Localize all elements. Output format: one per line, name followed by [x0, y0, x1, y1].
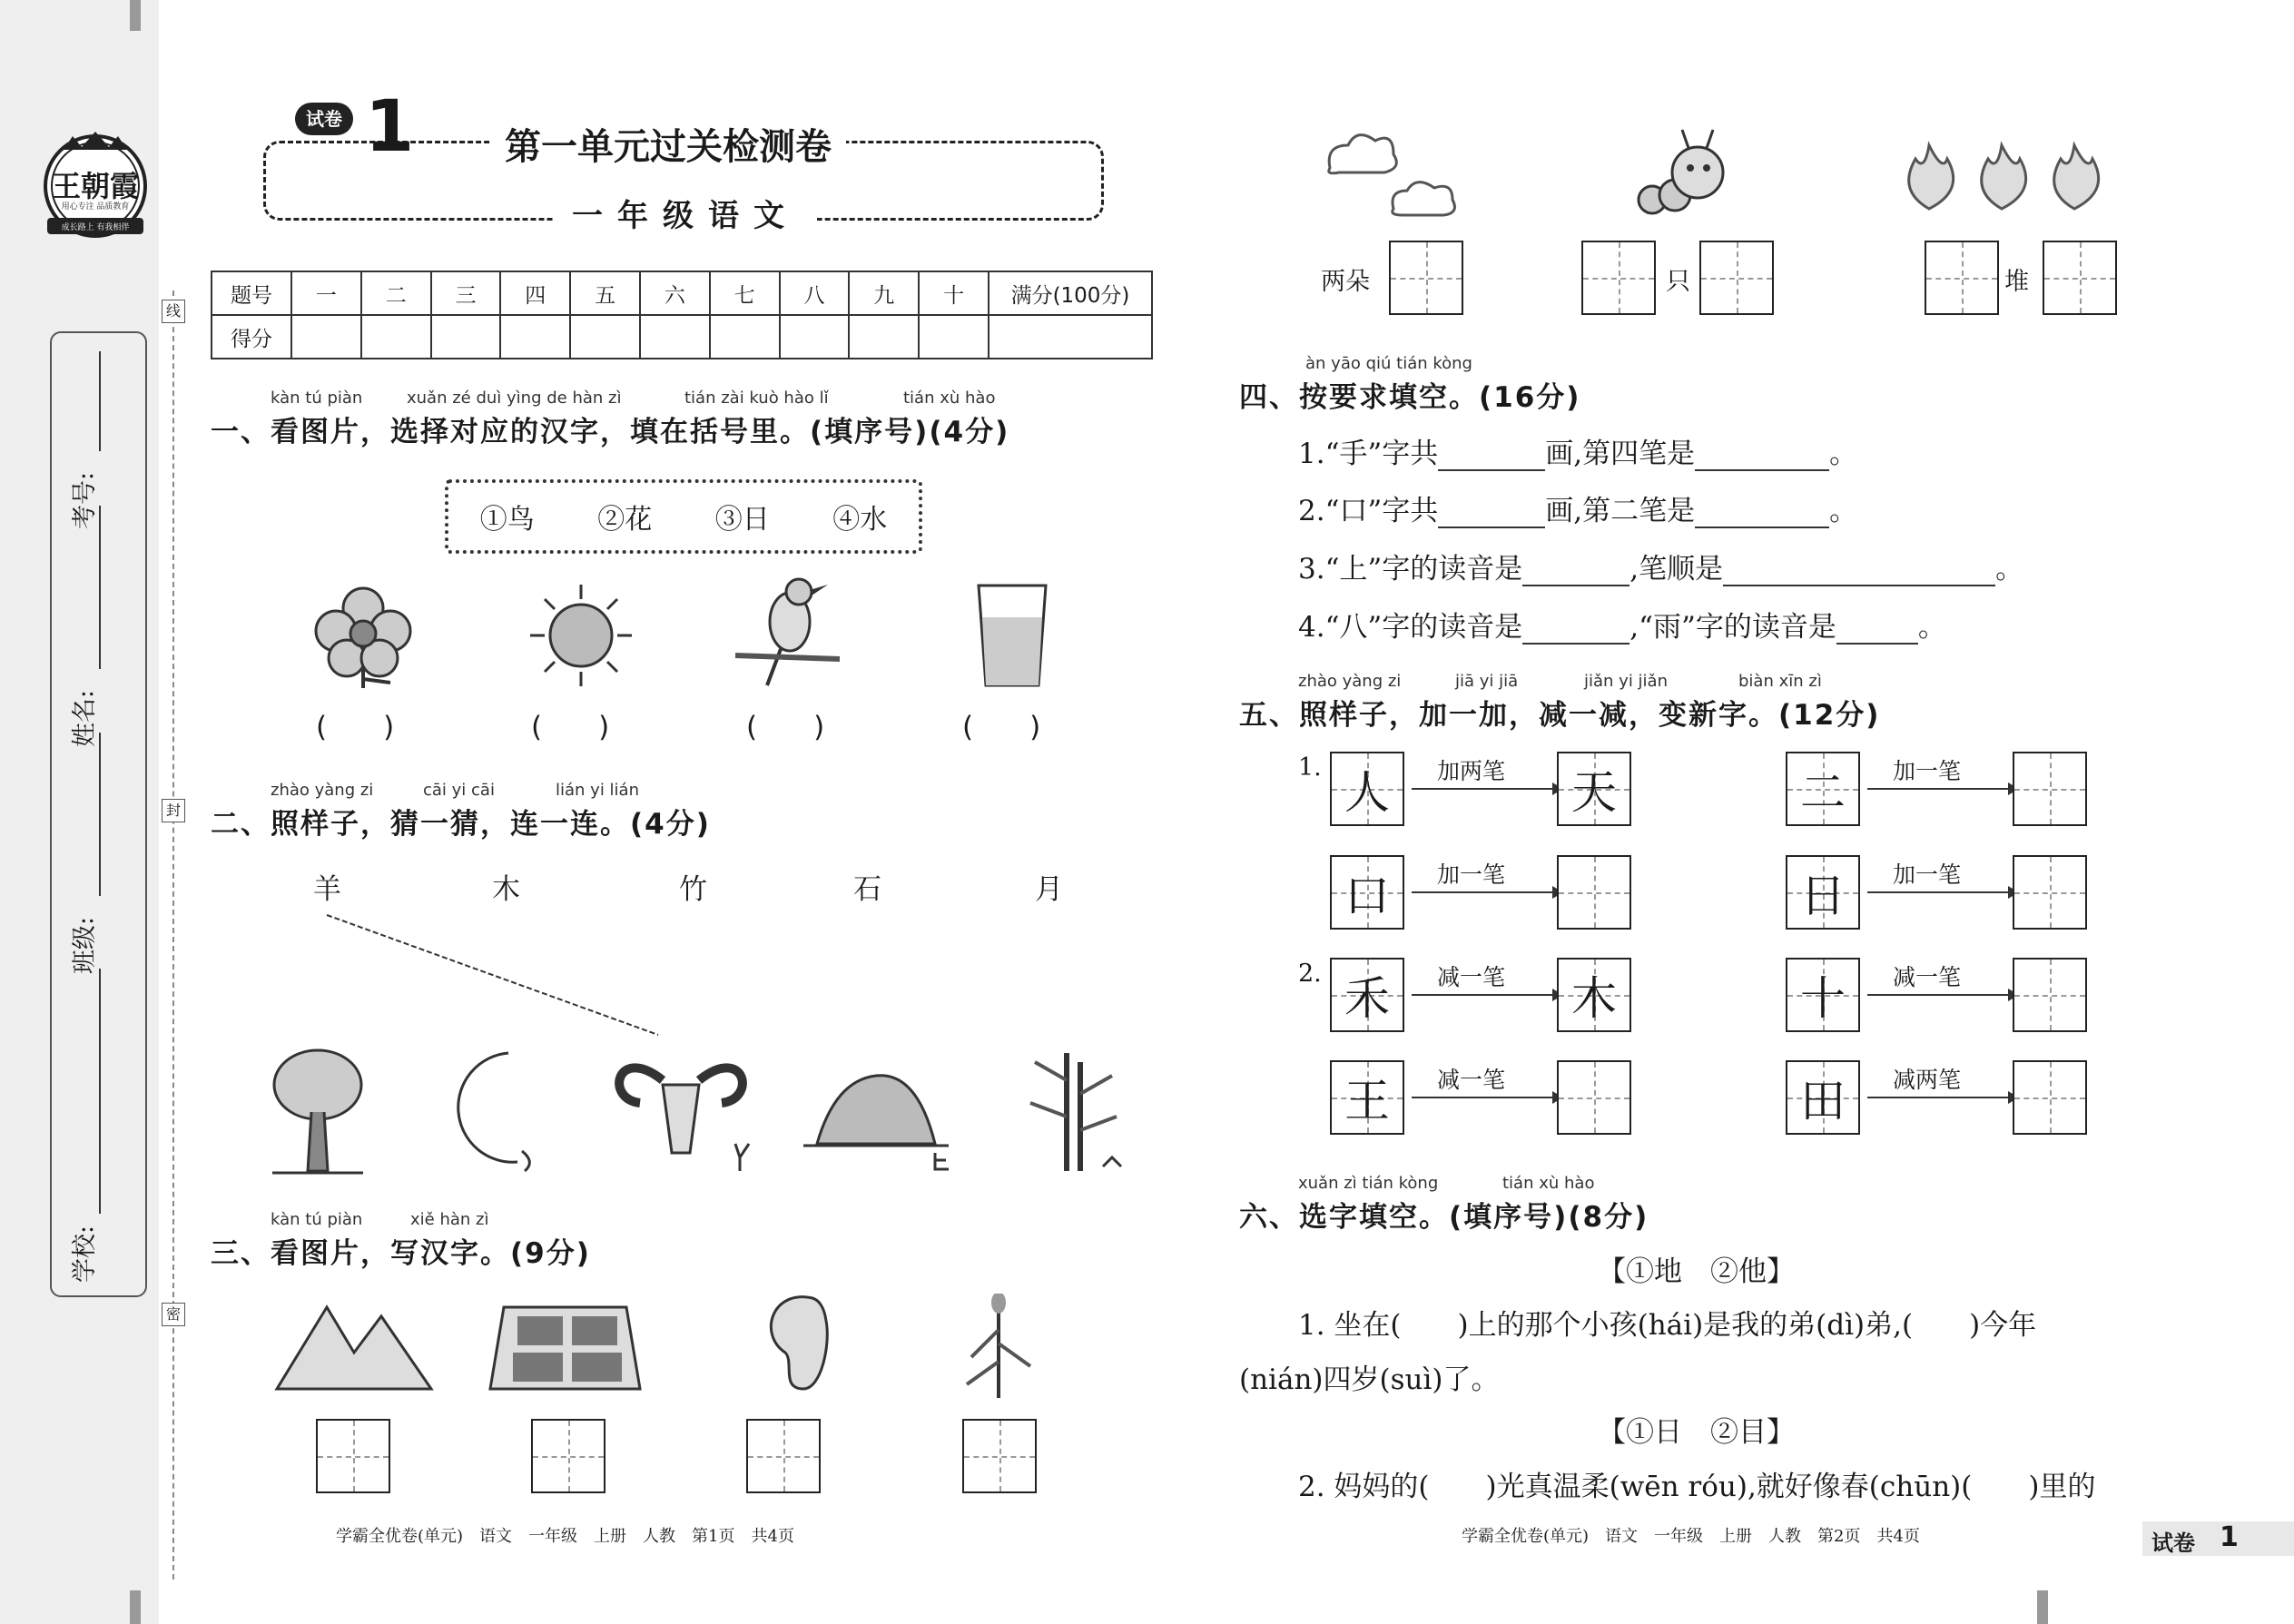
q3-write-grid[interactable] [1925, 241, 1999, 315]
q5-pinyin: jiǎn yi jiǎn [1584, 672, 1668, 691]
q4-item-text: 画,第四笔是 [1545, 438, 1696, 470]
score-cell[interactable] [780, 315, 850, 359]
source-char: 王 [1344, 1075, 1390, 1127]
q5-operation: 加一笔 [1893, 758, 1962, 784]
q1-answer-paren[interactable]: ( ) [531, 711, 610, 743]
source-char: 口 [1344, 870, 1390, 922]
q1-answer-paren[interactable]: ( ) [746, 711, 825, 743]
q6-options-1: 【①地 ②他】 [1598, 1255, 1795, 1288]
score-cell[interactable] [640, 315, 710, 359]
flower-icon [309, 581, 418, 690]
q3-label-measure-dui: 堆 [2004, 268, 2029, 296]
field-icon [486, 1298, 645, 1398]
q2-word[interactable]: 羊 [313, 873, 341, 906]
q6-heading: 六、选字填空。(填序号)(8分) [1239, 1201, 1649, 1234]
q5-source-grid [1330, 855, 1404, 930]
q1-option: ②花 [597, 504, 653, 536]
q1-option: ④水 [832, 504, 888, 536]
q4-item-text: 。 [1995, 553, 2024, 586]
class-line [99, 733, 101, 896]
target-char [2014, 960, 2085, 1030]
q3-label-two-flowers: 两朵 [1321, 268, 1370, 296]
q6-sentence-2: 2. 妈妈的( )光真温柔(wēn róu),就好像春(chūn)( )里的 [1298, 1471, 2096, 1503]
bamboo-icon [1017, 1044, 1126, 1180]
source-char: 人 [1344, 766, 1390, 819]
source-char: 田 [1800, 1075, 1846, 1127]
corner-number: 1 [2220, 1521, 2239, 1553]
q5-target-grid[interactable] [1557, 855, 1631, 930]
q5-source-grid [1786, 752, 1860, 826]
footer-right: 学霸全优卷(单元) 语文 一年级 上册 人教 第2页 共4页 [1462, 1527, 1920, 1546]
student-info-box [50, 331, 147, 1297]
q3-write-grid[interactable] [531, 1419, 605, 1493]
q5-arrow [1867, 994, 2017, 996]
q5-arrow [1867, 788, 2017, 790]
score-header-cell: 九 [849, 271, 919, 315]
header-subtitle: 一年级语文 [554, 191, 817, 235]
q6-sentence-1-cont: (nián)四岁(suì)了。 [1239, 1363, 1500, 1396]
source-char: 禾 [1344, 972, 1390, 1025]
score-cell[interactable] [500, 315, 570, 359]
q6-sentence-1: 1. 坐在( )上的那个小孩(hái)是我的弟(dì)弟,( )今年 [1298, 1309, 2037, 1342]
goat-icon [599, 1044, 763, 1180]
q3-write-grid[interactable] [962, 1419, 1037, 1493]
q3-write-grid[interactable] [2043, 241, 2117, 315]
q3-write-grid[interactable] [316, 1419, 390, 1493]
target-char [2014, 857, 2085, 928]
source-char: 十 [1800, 972, 1846, 1025]
q5-target-grid[interactable] [2013, 1060, 2087, 1135]
brand-name: 王朝霞 [51, 169, 139, 203]
q3-pinyin: kàn tú piàn [271, 1210, 363, 1229]
answer-blank[interactable] [1522, 615, 1629, 645]
school-label: 学校: [71, 1225, 100, 1284]
q1-pinyin: tián xù hào [903, 389, 996, 408]
q5-target-grid[interactable] [1557, 958, 1631, 1032]
seal-line [172, 290, 174, 1580]
header-title: 第一单元过关检测卷 [490, 118, 846, 170]
rice-plant-icon [953, 1294, 1044, 1403]
q5-source-grid [1330, 752, 1404, 826]
class-label: 班级: [71, 916, 100, 975]
q5-group-number: 1. [1298, 753, 1322, 782]
score-row-label: 得分 [212, 315, 291, 359]
score-header-cell: 五 [570, 271, 640, 315]
score-cell[interactable] [291, 315, 361, 359]
score-header-cell: 十 [919, 271, 989, 315]
q4-item-text: 1.“手”字共 [1298, 438, 1439, 470]
q5-source-grid [1786, 958, 1860, 1032]
q4-item [1298, 604, 1946, 645]
q5-arrow [1867, 891, 2017, 893]
q1-pinyin: tián zài kuò hào lǐ [684, 389, 829, 408]
q4-item-text: 3.“上”字的读音是 [1298, 553, 1523, 586]
q5-target-grid[interactable] [2013, 752, 2087, 826]
q4-item-text: ,笔顺是 [1629, 553, 1724, 586]
brand-tagline-1: 用心专注 品质教育 [61, 202, 130, 212]
q3-pinyin: xiě hàn zì [410, 1210, 489, 1229]
q5-operation: 减两笔 [1893, 1067, 1962, 1093]
q3-heading: 三、看图片，写汉字。(9分) [211, 1237, 591, 1270]
caterpillar-icon [1629, 123, 1738, 222]
seal-mark-xian: 线 [162, 300, 185, 323]
q4-item-text: 。 [1917, 611, 1946, 644]
answer-blank[interactable] [1836, 615, 1918, 645]
q1-pinyin: kàn tú piàn [271, 389, 363, 408]
q5-source-grid [1786, 855, 1860, 930]
source-char: 二 [1800, 766, 1846, 819]
q5-operation: 加一笔 [1893, 861, 1962, 888]
q4-item-text: 。 [1829, 495, 1858, 527]
q2-heading: 二、照样子，猜一猜，连一连。(4分) [211, 808, 711, 841]
q5-target-grid[interactable] [2013, 855, 2087, 930]
q1-answer-paren[interactable]: ( ) [316, 711, 395, 743]
q4-item-text: 2.“口”字共 [1298, 495, 1439, 527]
q3-label-measure-zhi: 只 [1666, 268, 1690, 296]
header-number: 1 [365, 86, 415, 168]
binding-mark-right [2037, 1590, 2048, 1624]
name-label: 姓名: [71, 689, 100, 748]
number-line [99, 351, 101, 451]
answer-blank[interactable] [1723, 557, 1995, 586]
q4-heading: 四、按要求填空。(16分) [1239, 381, 1581, 414]
score-header-cell: 一 [291, 271, 361, 315]
q6-options-2: 【①日 ②目】 [1598, 1416, 1795, 1449]
tree-icon [268, 1044, 368, 1180]
score-header-cell: 二 [361, 271, 431, 315]
q2-word[interactable]: 竹 [679, 873, 707, 906]
water-glass-icon [971, 581, 1053, 690]
answer-blank[interactable] [1522, 557, 1629, 586]
number-label: 考号: [71, 471, 100, 530]
target-char [1559, 857, 1629, 928]
score-header-cell: 三 [431, 271, 501, 315]
q5-pinyin: biàn xīn zì [1738, 672, 1822, 691]
q5-operation: 减一笔 [1893, 964, 1962, 990]
answer-blank[interactable] [1695, 499, 1829, 528]
q5-pinyin: jiā yi jiā [1455, 672, 1519, 691]
target-char [1559, 1062, 1629, 1133]
q5-target-grid[interactable] [2013, 958, 2087, 1032]
q5-operation: 减一笔 [1437, 964, 1506, 990]
header-badge: 试卷 [295, 103, 353, 135]
q5-operation: 加一笔 [1437, 861, 1506, 888]
number-field[interactable] [71, 351, 119, 530]
q6-pinyin: xuǎn zì tián kòng [1298, 1174, 1439, 1193]
school-field[interactable] [71, 969, 119, 1284]
binding-mark-bottom [130, 1590, 141, 1624]
q5-group-number: 2. [1298, 960, 1322, 988]
name-line [99, 506, 101, 669]
score-cell[interactable] [361, 315, 431, 359]
score-cell[interactable] [989, 315, 1152, 359]
q1-pinyin: xuǎn zé duì yìng de hàn zì [407, 389, 622, 408]
clouds-icon [1316, 123, 1475, 222]
score-header-cell: 七 [710, 271, 780, 315]
q2-word[interactable]: 石 [853, 873, 881, 906]
q4-item-text: 画,第二笔是 [1545, 495, 1696, 527]
q5-operation: 减一笔 [1437, 1067, 1506, 1093]
score-table [211, 271, 1153, 359]
q1-option: ③日 [714, 504, 770, 536]
bird-icon [726, 572, 844, 690]
class-field[interactable] [71, 733, 119, 975]
q5-source-grid [1330, 1060, 1404, 1135]
q6-pinyin: tián xù hào [1502, 1174, 1595, 1193]
score-header-row [212, 271, 1152, 315]
q2-word[interactable]: 木 [492, 873, 520, 906]
target-char: 木 [1571, 972, 1617, 1025]
school-line [99, 969, 101, 1214]
q1-heading: 一、看图片，选择对应的汉字，填在括号里。(填序号)(4分) [211, 416, 1010, 448]
q4-item [1298, 487, 1857, 528]
brand-tagline-2: 成长路上 有我相伴 [61, 223, 130, 232]
answer-blank[interactable] [1695, 442, 1829, 471]
binding-mark-top [130, 0, 141, 31]
q2-pinyin: lián yi lián [556, 781, 639, 800]
q4-pinyin: àn yāo qiú tián kòng [1305, 354, 1472, 373]
score-header-cell: 题号 [212, 271, 291, 315]
example-connector-line [322, 908, 667, 1044]
q5-arrow [1867, 1097, 2017, 1098]
fire-icon [1893, 127, 2111, 218]
score-cell[interactable] [431, 315, 501, 359]
q4-item [1298, 546, 2023, 586]
rock-icon [799, 1053, 953, 1171]
q5-arrow [1412, 891, 1561, 893]
q5-source-grid [1786, 1060, 1860, 1135]
mountain-icon [272, 1289, 436, 1398]
score-header-cell: 四 [500, 271, 570, 315]
q5-operation: 加两笔 [1437, 758, 1506, 784]
q5-arrow [1412, 1097, 1561, 1098]
q5-heading: 五、照样子，加一加，减一减，变新字。(12分) [1239, 699, 1881, 732]
score-cell[interactable] [570, 315, 640, 359]
ear-icon [753, 1289, 835, 1398]
q5-source-grid [1330, 958, 1404, 1032]
q2-pinyin: zhào yàng zi [271, 781, 374, 800]
q3-write-grid[interactable] [746, 1419, 821, 1493]
q5-target-grid[interactable] [1557, 1060, 1631, 1135]
footer-left: 学霸全优卷(单元) 语文 一年级 上册 人教 第1页 共4页 [336, 1527, 794, 1546]
q1-option: ①鸟 [479, 504, 535, 536]
source-char: 日 [1800, 870, 1846, 922]
target-char [2014, 1062, 2085, 1133]
corner-tab [2142, 1521, 2294, 1556]
q2-pinyin: cāi yi cāi [423, 781, 495, 800]
score-cell[interactable] [710, 315, 780, 359]
q4-item-text: 。 [1829, 438, 1858, 470]
q4-item-text: ,“雨”字的读音是 [1629, 611, 1836, 644]
q5-arrow [1412, 994, 1561, 996]
seal-mark-mi: 密 [162, 1303, 185, 1326]
brand-logo [36, 127, 154, 245]
q3-write-grid[interactable] [1699, 241, 1774, 315]
corner-label: 试卷 [2151, 1530, 2195, 1556]
name-field[interactable] [71, 506, 119, 748]
score-header-cell: 八 [780, 271, 850, 315]
target-char: 天 [1571, 766, 1617, 819]
score-cell[interactable] [919, 315, 989, 359]
q3-write-grid[interactable] [1389, 241, 1463, 315]
q5-target-grid[interactable] [1557, 752, 1631, 826]
target-char [2014, 753, 2085, 824]
q4-item-text: 4.“八”字的读音是 [1298, 611, 1523, 644]
sun-icon [527, 581, 635, 690]
q5-pinyin: zhào yàng zi [1298, 672, 1402, 691]
answer-blank[interactable] [1438, 499, 1545, 528]
score-header-cell: 六 [640, 271, 710, 315]
q5-arrow [1412, 788, 1561, 790]
score-header-cell: 满分(100分) [989, 271, 1152, 315]
q2-word[interactable]: 月 [1035, 873, 1063, 906]
moon-icon [427, 1044, 545, 1180]
q1-options-box [445, 479, 922, 554]
score-value-row [212, 315, 1152, 359]
q1-answer-paren[interactable]: ( ) [962, 711, 1041, 743]
q3-write-grid[interactable] [1581, 241, 1656, 315]
seal-mark-feng: 封 [162, 799, 185, 822]
q4-item [1298, 430, 1857, 471]
answer-blank[interactable] [1438, 442, 1545, 471]
score-cell[interactable] [849, 315, 919, 359]
